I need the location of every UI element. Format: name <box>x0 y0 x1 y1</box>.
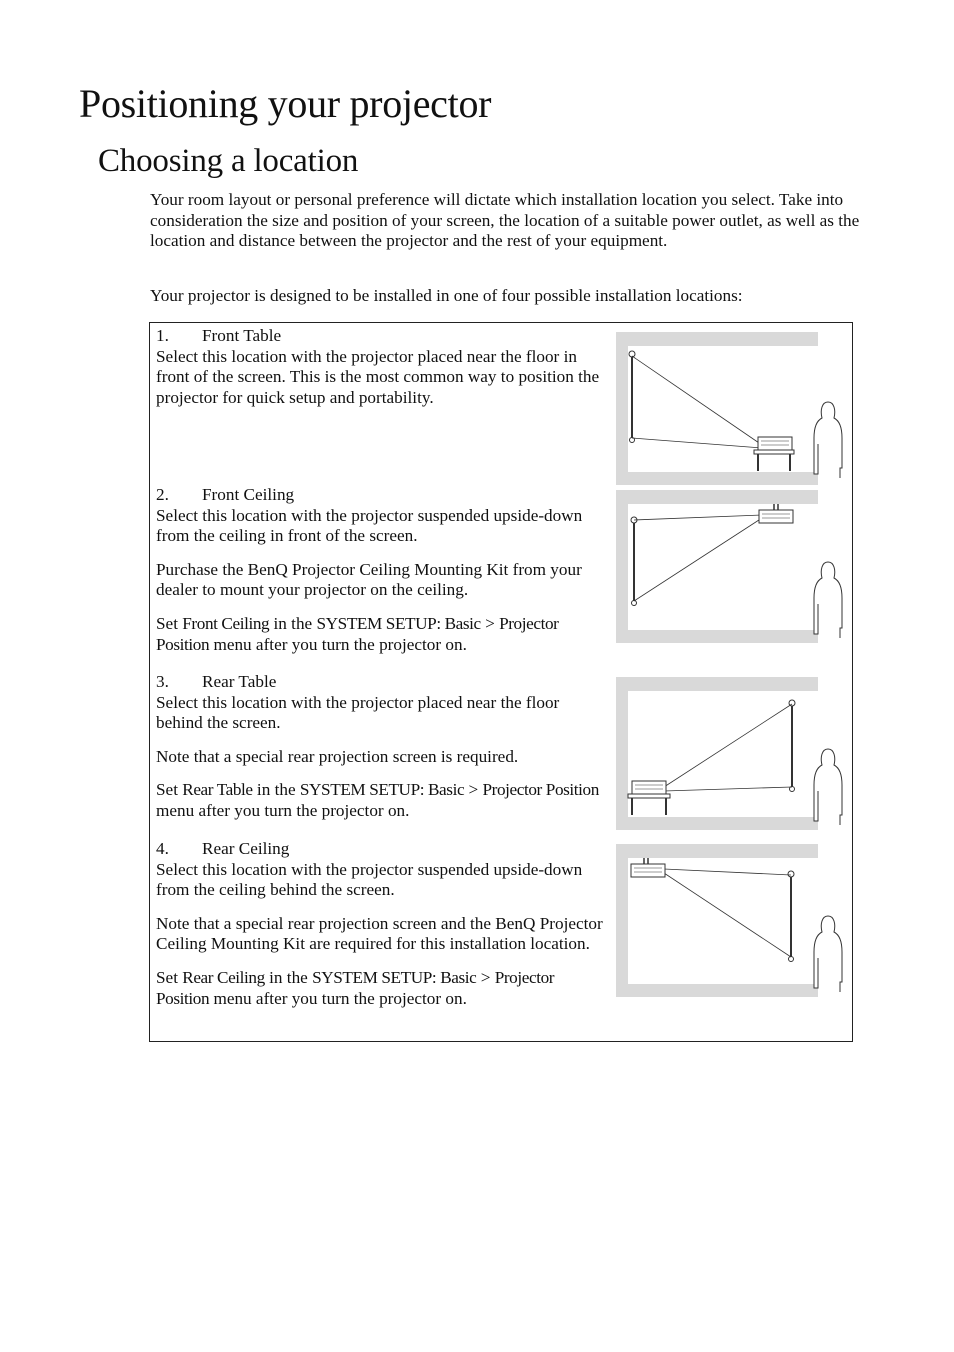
location-note: Note that a special rear projection screen is required. <box>156 746 519 766</box>
intro-paragraph: Your room layout or personal preference will dictate which installation location you select. Take into consideration the size and position of your screen, the location of a suitable power outlet, as well as the location and distance between the projector and the rest of your equipment. <box>150 190 860 251</box>
location-heading: 2. Front Ceiling <box>156 485 295 504</box>
location-rear-table <box>156 672 604 822</box>
location-setting: Set Rear Ceiling in the SYSTEM SETUP: Basic > Projector Position menu after you turn the projector on. <box>156 967 555 1008</box>
location-description: Select this location with the projector suspended upside-down from the ceiling in front of the screen. <box>156 505 583 546</box>
rear-table-illustration <box>616 677 818 831</box>
location-note: Note that a special rear projection screen and the BenQ Projector Ceiling Mounting Kit are required for this installation location. <box>156 913 603 954</box>
location-description: Select this location with the projector placed near the floor in front of the screen. This is the most common way to position the projector for quick setup and portability. <box>156 346 600 407</box>
intro-paragraph: Your projector is designed to be installed in one of four possible installation locations: <box>150 286 743 305</box>
location-heading: 4. Rear Ceiling <box>156 839 290 858</box>
rear-ceiling-illustration <box>616 844 818 998</box>
locations-table <box>149 322 853 1042</box>
location-front-ceiling <box>156 485 604 655</box>
location-description: Select this location with the projector placed near the floor behind the screen. <box>156 692 560 733</box>
location-setting: Set Rear Table in the SYSTEM SETUP: Basic > Projector Position menu after you turn the projector on. <box>156 780 599 820</box>
location-heading: 3. Rear Table <box>156 672 277 691</box>
location-rear-ceiling <box>156 839 604 1009</box>
section-title: Choosing a location <box>98 143 359 179</box>
page-title: Positioning your projector <box>79 81 492 126</box>
front-table-illustration <box>616 332 818 486</box>
location-front-table <box>156 326 604 408</box>
location-note: Purchase the BenQ Projector Ceiling Mounting Kit from your dealer to mount your projector on the ceiling. <box>156 559 582 600</box>
front-ceiling-illustration <box>616 490 818 644</box>
location-heading: 1. Front Table <box>156 326 282 345</box>
location-setting: Set Front Ceiling in the SYSTEM SETUP: Basic > Projector Position menu after you turn the projector on. <box>156 613 559 654</box>
location-description: Select this location with the projector suspended upside-down from the ceiling behind the screen. <box>156 859 583 900</box>
